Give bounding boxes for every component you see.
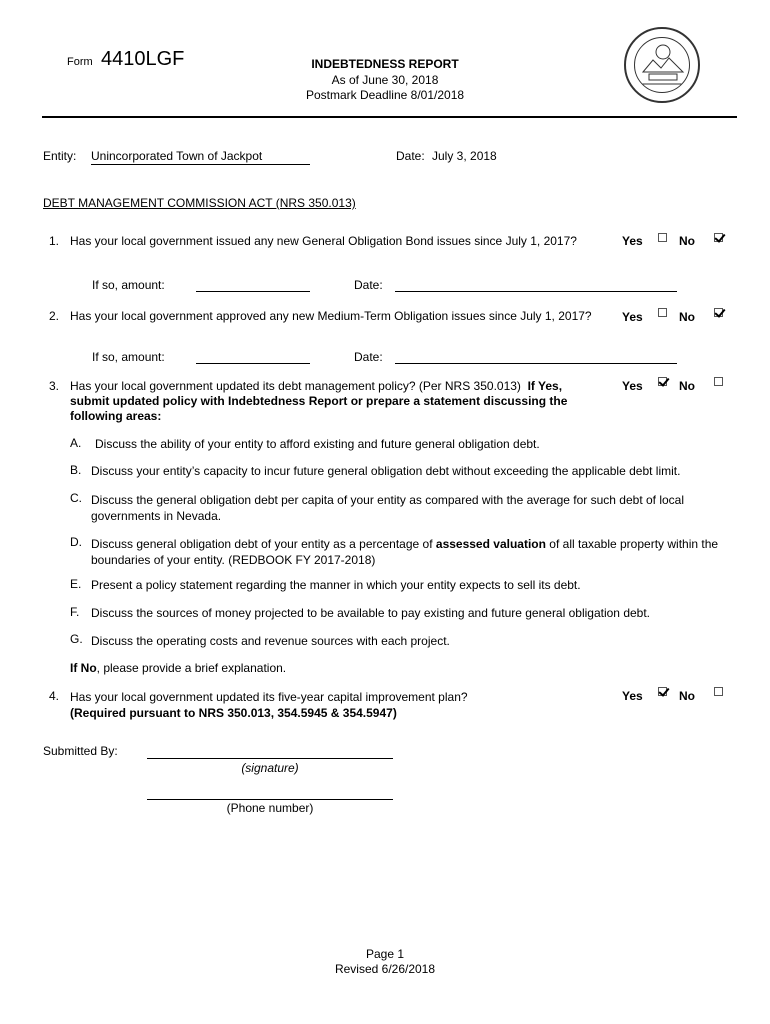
q2-no-label: No (679, 310, 695, 324)
q1-amount-label: If so, amount: (92, 278, 165, 292)
q3-item-f-letter: F. (70, 605, 80, 619)
q4-text-bold: (Required pursuant to NRS 350.013, 354.5945 & 354.5947) (70, 706, 397, 720)
header-divider (42, 116, 737, 118)
q3-item-b: Discuss your entity’s capacity to incur future general obligation debt without exceeding the applicable debt limit. (91, 464, 681, 478)
signature-field[interactable] (147, 758, 393, 759)
q3-item-e: Present a policy statement regarding the manner in which your entity expects to sell its debt. (91, 578, 581, 592)
q3-text (70, 379, 600, 424)
postmark-deadline: Postmark Deadline 8/01/2018 (305, 88, 465, 102)
q2-amount-label: If so, amount: (92, 350, 165, 364)
q4-number: 4. (49, 689, 60, 703)
q4-yes-label: Yes (622, 689, 643, 703)
phone-field[interactable] (147, 799, 393, 800)
q3-item-d-letter: D. (70, 535, 82, 549)
q3-item-c-line2: governments in Nevada. (91, 509, 222, 523)
q1-yes-label: Yes (622, 234, 643, 248)
q3-following-areas: following areas: (70, 409, 162, 423)
q2-yes-checkbox[interactable] (658, 308, 667, 317)
q3-no-checkbox[interactable] (714, 377, 723, 386)
section-title: DEBT MANAGEMENT COMMISSION ACT (NRS 350.013) (43, 196, 356, 210)
q2-number: 2. (49, 309, 60, 323)
q3-item-b-letter: B. (70, 463, 82, 477)
q3-if-yes: If Yes, (527, 379, 563, 393)
date-label: Date: (396, 149, 425, 163)
q1-date-field[interactable] (395, 291, 677, 292)
q2-amount-field[interactable] (196, 363, 310, 364)
q1-yes-checkbox[interactable] (658, 233, 667, 242)
q2-text: Has your local government approved any new Medium-Term Obligation issues since July 1, 2017? (70, 309, 592, 323)
form-number: 4410LGF (101, 48, 185, 70)
q1-date-label: Date: (354, 278, 383, 292)
q3-text-line1: Has your local government updated its debt management policy? (Per NRS 350.013) (70, 379, 521, 393)
q3-item-d-line1c: of all taxable property within the (549, 537, 719, 551)
submitted-by-label: Submitted By: (43, 744, 118, 758)
q3-number: 3. (49, 379, 60, 393)
phone-caption: (Phone number) (226, 801, 314, 815)
q3-item-d-line2: boundaries of your entity. (REDBOOK FY 2017-2018) (91, 553, 376, 567)
page-number: Page 1 (365, 947, 405, 961)
q2-date-label: Date: (354, 350, 383, 364)
q1-no-checkbox[interactable] (714, 233, 723, 242)
q4-text (70, 689, 468, 721)
q3-no-label: No (679, 379, 695, 393)
entity-field[interactable]: Unincorporated Town of Jackpot (91, 149, 310, 165)
q4-yes-checkbox[interactable] (658, 687, 667, 696)
q3-item-d (91, 536, 718, 568)
q3-item-g: Discuss the operating costs and revenue sources with each project. (91, 634, 450, 648)
q4-text-line1: Has your local government updated its five-year capital improvement plan? (70, 690, 468, 704)
q3-item-a: Discuss the ability of your entity to afford existing and future general obligation debt. (95, 437, 540, 451)
q1-amount-field[interactable] (196, 291, 310, 292)
q3-if-no-bold: If No (70, 661, 97, 675)
footer (285, 947, 485, 977)
q3-item-g-letter: G. (70, 632, 83, 646)
q4-no-label: No (679, 689, 695, 703)
q3-item-d-assessed-valuation: assessed valuation (435, 537, 546, 551)
q2-date-field[interactable] (395, 363, 677, 364)
q1-text: Has your local government issued any new General Obligation Bond issues since July 1, 2017? (70, 234, 577, 248)
q1-no-label: No (679, 234, 695, 248)
q3-item-e-letter: E. (70, 577, 82, 591)
revised-date: Revised 6/26/2018 (334, 962, 436, 976)
q3-item-d-line1a: Discuss general obligation debt of your entity as a percentage of (91, 537, 433, 551)
entity-label: Entity: (43, 149, 77, 163)
q3-item-c (91, 492, 684, 524)
q2-no-checkbox[interactable] (714, 308, 723, 317)
q3-item-f: Discuss the sources of money projected to be available to pay existing and future general obligation debt. (91, 606, 651, 620)
q3-submit-instruction: submit updated policy with Indebtedness Report or prepare a statement discussing the (70, 394, 568, 408)
q3-yes-checkbox[interactable] (658, 377, 667, 386)
q1-number: 1. (49, 234, 60, 248)
q3-item-c-line1: Discuss the general obligation debt per capita of your entity as compared with the average for such debt of local (91, 493, 685, 507)
signature-caption: (signature) (241, 761, 299, 775)
form-prefix: Form (67, 56, 93, 68)
date-field[interactable]: July 3, 2018 (432, 149, 497, 163)
report-title: INDEBTEDNESS REPORT (311, 57, 459, 71)
q2-yes-label: Yes (622, 310, 643, 324)
state-seal-icon (624, 27, 700, 103)
as-of-date: As of June 30, 2018 (331, 73, 439, 87)
header-block (270, 57, 500, 103)
q3-item-c-letter: C. (70, 491, 82, 505)
q3-yes-label: Yes (622, 379, 643, 393)
q4-no-checkbox[interactable] (714, 687, 723, 696)
q3-if-no-text: , please provide a brief explanation. (96, 661, 287, 675)
q3-if-no (70, 661, 286, 675)
q3-item-a-letter: A. (70, 436, 82, 450)
